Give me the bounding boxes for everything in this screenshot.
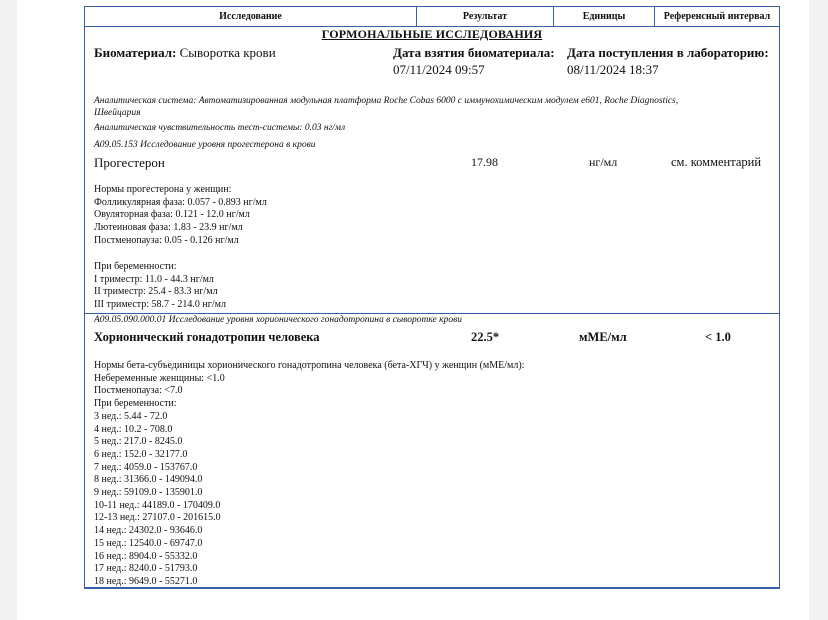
analytic-sensitivity: Аналитическая чувствительность тест-системы: 0.03 нг/мл (94, 123, 346, 133)
norm-line: 17 нед.: 8240.0 - 51793.0 (94, 563, 198, 575)
results-table (84, 6, 780, 589)
norm-line: Небеременные женщины: <1.0 (94, 372, 225, 384)
hcg-units: мМЕ/мл (579, 330, 627, 344)
norm-line: При беременности: (94, 261, 177, 272)
hcg-code: A09.05.090.000.01 Исследование уровня хорионического гонадотропина в сыворотке крови (94, 315, 462, 325)
analytic-system-line1: Аналитическая система: Автоматизированная модульная платформа Roche Cobas 6000 с иммунохимическим модулем e601, Roche Diagnostics, (94, 96, 679, 106)
norm-line: 12-13 нед.: 27107.0 - 201615.0 (94, 512, 221, 524)
received-label: Дата поступления в лабораторию: (567, 45, 769, 60)
progesterone-pregnancy (94, 261, 226, 312)
norm-line: При беременности: (94, 398, 177, 410)
norm-line: 10-11 нед.: 44189.0 - 170409.0 (94, 499, 221, 511)
norm-line: Нормы бета-субъединицы хорионического гонадотропина человека (бета-ХГЧ) у женщин (мМЕ/мл): (94, 360, 525, 371)
norm-line: 4 нед.: 10.2 - 708.0 (94, 423, 173, 435)
header-study: Исследование (85, 7, 417, 26)
analytic-system-line2: Швейцария (94, 108, 141, 118)
norm-line: Нормы прогестерона у женщин: (94, 184, 232, 195)
biomaterial (94, 45, 276, 61)
hcg-name: Хорионический гонадотропин человека (94, 330, 320, 344)
norm-line: 14 нед.: 24302.0 - 93646.0 (94, 525, 203, 537)
row-divider (85, 313, 779, 314)
norm-line: 9 нед.: 59109.0 - 135901.0 (94, 487, 203, 499)
header-units: Единицы (554, 7, 655, 26)
header-result: Результат (417, 7, 554, 26)
norm-line: III триместр: 58.7 - 214.0 нг/мл (94, 299, 226, 311)
progesterone-reference: см. комментарий (671, 155, 762, 169)
norm-line: Лютеиновая фаза: 1.83 - 23.9 нг/мл (94, 222, 243, 234)
progesterone-units: нг/мл (589, 155, 618, 169)
progesterone-result: 17.98 (471, 155, 498, 169)
norm-line: 8 нед.: 31366.0 - 149094.0 (94, 474, 203, 486)
table-header (85, 7, 779, 27)
taken-value: 07/11/2024 09:57 (393, 62, 485, 77)
hcg-result: 22.5* (471, 330, 500, 344)
norm-line: 6 нед.: 152.0 - 32177.0 (94, 448, 188, 460)
taken-label: Дата взятия биоматериала: (393, 45, 555, 60)
norm-line: I триместр: 11.0 - 44.3 нг/мл (94, 273, 214, 285)
norm-line: 16 нед.: 8904.0 - 55332.0 (94, 550, 198, 562)
received-value: 08/11/2024 18:37 (567, 62, 659, 77)
norm-line: II триместр: 25.4 - 83.3 нг/мл (94, 286, 218, 298)
norm-line: Постменопауза: 0.05 - 0.126 нг/мл (94, 234, 239, 246)
norm-line: Фолликулярная фаза: 0.057 - 0.893 нг/мл (94, 196, 267, 208)
section-title: ГОРМОНАЛЬНЫЕ ИССЛЕДОВАНИЯ (321, 27, 543, 41)
norm-line: 5 нед.: 217.0 - 8245.0 (94, 436, 183, 448)
hcg-norms (94, 360, 524, 589)
header-reference: Референсный интервал (663, 11, 771, 22)
norm-line: Овуляторная фаза: 0.121 - 12.0 нг/мл (94, 209, 250, 221)
biomaterial-label: Биоматериал: (94, 45, 177, 60)
norm-line: 18 нед.: 9649.0 - 55271.0 (94, 575, 198, 587)
progesterone-name: Прогестерон (94, 155, 165, 170)
norm-line: 7 нед.: 4059.0 - 153767.0 (94, 461, 198, 473)
hcg-reference: < 1.0 (705, 330, 731, 344)
progesterone-code: A09.05.153 Исследование уровня прогестерона в крови (94, 140, 316, 150)
norm-line: 15 нед.: 12540.0 - 69747.0 (94, 537, 203, 549)
norm-line: Постменопауза: <7.0 (94, 385, 183, 397)
norm-line: 3 нед.: 5.44 - 72.0 (94, 410, 168, 422)
progesterone-norms (94, 184, 267, 248)
biomaterial-value: Сыворотка крови (179, 45, 276, 60)
